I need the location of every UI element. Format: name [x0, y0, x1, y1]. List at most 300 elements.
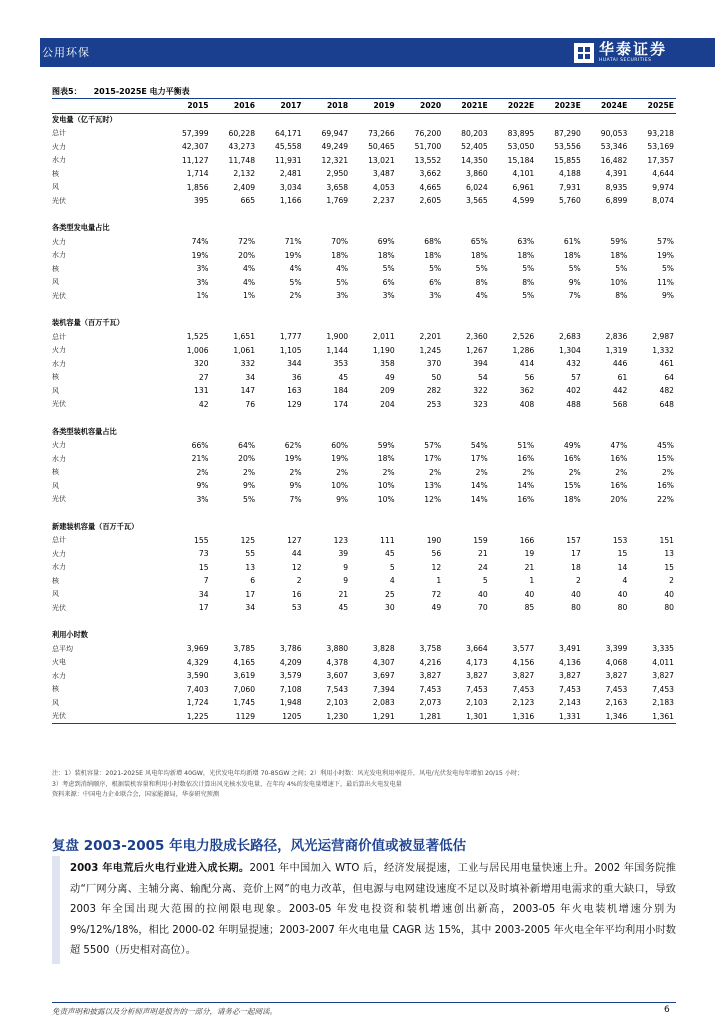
row-label: 火力 — [52, 549, 66, 558]
table-cell: 17,357 — [647, 155, 674, 165]
table-cell: 4% — [289, 264, 302, 274]
table-cell: 1,724 — [186, 698, 209, 708]
table-cell: 2 — [296, 576, 302, 586]
table-cell: 4,216 — [419, 657, 442, 667]
table-cell: 61 — [617, 372, 628, 382]
table-cell: 5% — [336, 277, 349, 287]
table-cell: 53,169 — [647, 142, 674, 152]
row-label: 核 — [52, 169, 59, 178]
table-cell: 5% — [429, 264, 442, 274]
table-cell: 64% — [238, 440, 256, 450]
table-cell: 45% — [657, 440, 674, 450]
table-cell: 76,200 — [414, 128, 442, 138]
table-cell: 370 — [426, 359, 442, 369]
table-cell: 54% — [470, 440, 488, 450]
table-cell: 1,304 — [559, 345, 581, 355]
table-cell: 9% — [289, 481, 302, 491]
table-cell: 159 — [473, 535, 488, 545]
table-cell: 1,332 — [652, 345, 674, 355]
table-cell: 3,969 — [186, 644, 209, 654]
table-cell: 4,068 — [605, 657, 628, 667]
table-cell: 123 — [333, 535, 349, 545]
row-label: 核 — [52, 685, 59, 694]
table-cell: 1 — [436, 576, 442, 586]
table-cell: 4 — [389, 576, 395, 586]
row-label: 火力 — [52, 237, 66, 246]
table-cell: 9 — [343, 562, 349, 572]
table-cell: 40 — [664, 589, 674, 599]
table-cell: 131 — [194, 386, 209, 396]
table-row — [52, 642, 676, 656]
table-cell: 73,266 — [368, 128, 395, 138]
table-cell: 51,700 — [414, 142, 442, 152]
table-cell: 332 — [240, 359, 256, 369]
table-row — [52, 249, 676, 263]
table-row — [52, 398, 676, 412]
table-cell: 59% — [377, 440, 395, 450]
table-cell: 2,360 — [465, 332, 488, 342]
table-row — [52, 140, 676, 154]
table-cell: 24 — [478, 562, 488, 572]
table-cell: 2,526 — [512, 332, 535, 342]
row-label: 光伏 — [52, 495, 66, 504]
table-cell: 64 — [664, 372, 674, 382]
table-cell: 1,948 — [279, 698, 302, 708]
table-cell: 190 — [426, 535, 442, 545]
table-cell: 153 — [612, 535, 628, 545]
table-cell: 7,453 — [419, 684, 442, 694]
table-row — [52, 561, 676, 575]
table-cell: 16% — [610, 454, 628, 464]
table-caption — [52, 84, 676, 99]
table-cell: 3,827 — [419, 671, 442, 681]
table-cell: 3,619 — [233, 671, 256, 681]
table-cell: 57% — [424, 440, 442, 450]
table-cell: 129 — [287, 399, 302, 409]
section-title-row — [52, 425, 676, 439]
table-cell: 3,827 — [605, 671, 628, 681]
table-cell: 5% — [382, 264, 395, 274]
table-cell: 14% — [517, 481, 535, 491]
table-cell: 3,579 — [279, 671, 302, 681]
table-cell: 323 — [473, 399, 488, 409]
year-header: 2017 — [257, 99, 304, 113]
table-cell: 20% — [238, 454, 256, 464]
table-cell: 5% — [243, 494, 256, 504]
table-cell: 1,714 — [186, 169, 209, 179]
table-cell: 56 — [431, 549, 442, 559]
table-row — [52, 276, 676, 290]
table-cell: 57,399 — [181, 128, 209, 138]
table-cell: 11% — [657, 277, 674, 287]
table-cell: 1% — [196, 291, 209, 301]
table-row — [52, 330, 676, 344]
table-cell: 7,394 — [372, 684, 395, 694]
table-cell: 16,482 — [600, 155, 628, 165]
section-heading: 复盘 2003-2005 年电力股成长路径，风光运营商价值或被显著低估 — [52, 838, 467, 854]
table-cell: 20% — [610, 494, 628, 504]
table-cell: 2,123 — [512, 698, 535, 708]
table-cell: 50 — [431, 372, 442, 382]
table-cell: 3,827 — [465, 671, 488, 681]
table-cell: 6,961 — [512, 182, 535, 192]
table-cell: 4,378 — [326, 657, 349, 667]
table-cell: 2% — [336, 467, 349, 477]
table-cell: 18% — [424, 250, 442, 260]
table-cell: 2,836 — [605, 332, 628, 342]
table-cell: 4 — [622, 576, 628, 586]
table-cell: 2% — [568, 467, 581, 477]
table-cell: 2,605 — [419, 196, 442, 206]
page-number: 6 — [664, 1005, 670, 1015]
table-cell: 2,103 — [465, 698, 488, 708]
table-row — [52, 154, 676, 168]
table-cell: 1,319 — [605, 345, 628, 355]
row-label: 总平均 — [52, 644, 73, 653]
table-cell: 12 — [291, 562, 302, 572]
table-cell: 4,329 — [186, 657, 209, 667]
table-cell: 15,855 — [554, 155, 581, 165]
table-cell: 13,021 — [368, 155, 395, 165]
table-cell: 11,127 — [181, 155, 209, 165]
huatai-logo-icon — [573, 42, 595, 64]
table-cell: 3,577 — [512, 644, 535, 654]
table-cell: 1129 — [211, 710, 258, 724]
row-label: 风 — [52, 278, 59, 287]
year-header: 2016 — [211, 99, 258, 113]
table-cell: 4,136 — [559, 657, 581, 667]
table-cell: 4,053 — [372, 182, 395, 192]
table-cell: 1,301 — [443, 710, 490, 724]
row-label: 光伏 — [52, 196, 66, 205]
table-cell: 648 — [659, 399, 674, 409]
table-body — [52, 113, 676, 723]
row-label: 水力 — [52, 156, 66, 165]
table-cell: 18% — [331, 250, 349, 260]
table-cell: 2,011 — [372, 332, 395, 342]
table-row — [52, 357, 676, 371]
source-line: 资料来源：中国电力企业联合会，国家能源局，华泰研究预测 — [52, 791, 220, 799]
table-cell: 19% — [284, 454, 302, 464]
table-cell: 204 — [380, 399, 395, 409]
table-cell: 45 — [384, 549, 395, 559]
table-cell: 76 — [245, 399, 256, 409]
table-cell: 34 — [198, 589, 209, 599]
table-cell: 12,321 — [321, 155, 349, 165]
table-cell: 6,899 — [605, 196, 628, 206]
table-cell: 61% — [563, 237, 581, 247]
table-cell: 163 — [287, 386, 302, 396]
table-cell: 4,209 — [279, 657, 302, 667]
table-cell: 49% — [563, 440, 581, 450]
table-cell: 14% — [470, 494, 488, 504]
table-cell: 2,683 — [559, 332, 581, 342]
table-cell: 4% — [475, 291, 488, 301]
table-cell: 184 — [333, 386, 349, 396]
year-header: 2025E — [629, 99, 676, 113]
table-cell: 70% — [331, 237, 349, 247]
table-cell: 15,184 — [507, 155, 535, 165]
table-cell: 344 — [287, 359, 302, 369]
table-cell: 461 — [659, 359, 674, 369]
table-cell: 72 — [431, 589, 442, 599]
table-cell: 2,183 — [652, 698, 674, 708]
section-title: 装机容量（百万千瓦） — [52, 318, 124, 328]
table-cell: 19% — [331, 454, 349, 464]
table-cell: 4,101 — [512, 169, 535, 179]
row-label: 水力 — [52, 671, 66, 680]
table-cell: 69% — [377, 237, 395, 247]
table-cell: 2% — [196, 467, 209, 477]
table-cell: 4,599 — [512, 196, 535, 206]
table-cell: 166 — [519, 535, 535, 545]
table-cell: 3,607 — [326, 671, 349, 681]
section-title-row — [52, 317, 676, 331]
year-header: 2022E — [490, 99, 537, 113]
table-cell: 446 — [612, 359, 628, 369]
table-cell: 19 — [524, 549, 535, 559]
table-cell: 2,132 — [233, 169, 256, 179]
table-cell: 7% — [289, 494, 302, 504]
table-cell: 282 — [426, 386, 442, 396]
section-spacer — [52, 506, 676, 520]
table-cell: 13 — [664, 549, 674, 559]
table-cell: 3,565 — [465, 196, 488, 206]
table-cell: 3,697 — [372, 671, 395, 681]
table-cell: 21 — [338, 589, 349, 599]
table-cell: 69,947 — [321, 128, 349, 138]
table-cell: 3,399 — [605, 644, 628, 654]
table-cell: 21 — [478, 549, 488, 559]
table-cell: 56 — [524, 372, 535, 382]
table-cell: 253 — [426, 399, 442, 409]
table-cell: 19% — [657, 250, 674, 260]
table-cell: 45,558 — [275, 142, 302, 152]
table-cell: 50,465 — [368, 142, 395, 152]
table-row — [52, 127, 676, 141]
table-cell: 2,163 — [605, 698, 628, 708]
table-cell: 5% — [289, 277, 302, 287]
table-cell: 6% — [429, 277, 442, 287]
table-row — [52, 656, 676, 670]
table-cell: 19% — [191, 250, 209, 260]
table-cell: 30 — [384, 603, 395, 613]
table-cell: 80 — [664, 603, 674, 613]
table-cell: 4,011 — [652, 657, 674, 667]
table-cell: 90,053 — [600, 128, 628, 138]
table-cell: 7,453 — [559, 684, 581, 694]
year-header: 2020 — [397, 99, 444, 113]
table-row — [52, 466, 676, 480]
table-row — [52, 452, 676, 466]
table-cell: 2,481 — [279, 169, 302, 179]
row-label: 水力 — [52, 454, 66, 463]
table-row — [52, 588, 676, 602]
table-cell: 85 — [524, 603, 535, 613]
table-cell: 57% — [657, 237, 674, 247]
table-cell: 2,987 — [652, 332, 674, 342]
row-label: 总计 — [52, 536, 66, 545]
table-cell: 3,664 — [465, 644, 488, 654]
section-title: 各类型发电量占比 — [52, 223, 110, 233]
row-label: 核 — [52, 468, 59, 477]
table-cell: 3,335 — [652, 644, 674, 654]
table-cell: 151 — [659, 535, 674, 545]
table-cell: 16% — [610, 481, 628, 491]
table-cell: 568 — [612, 399, 628, 409]
table-cell: 414 — [519, 359, 535, 369]
table-cell: 8% — [522, 277, 535, 287]
table-cell: 3,827 — [512, 671, 535, 681]
footer-disclaimer: 免责声明和披露以及分析师声明是报告的一部分，请务必一起阅读。 — [52, 1007, 277, 1016]
body-paragraph — [70, 859, 676, 962]
table-cell: 5% — [568, 264, 581, 274]
row-label: 核 — [52, 373, 59, 382]
table-cell: 15% — [563, 481, 581, 491]
table-cell: 7,453 — [605, 684, 628, 694]
table-cell: 7,403 — [186, 684, 209, 694]
table-cell: 1,745 — [233, 698, 256, 708]
table-cell: 1,316 — [490, 710, 537, 724]
table-cell: 1,006 — [186, 345, 209, 355]
table-row — [52, 574, 676, 588]
table-cell: 1,346 — [583, 710, 630, 724]
table-cell: 80 — [571, 603, 581, 613]
table-cell: 5% — [615, 264, 628, 274]
table-row — [52, 167, 676, 181]
table-cell: 18% — [563, 494, 581, 504]
table-cell: 3,860 — [465, 169, 488, 179]
table-cell: 16 — [291, 589, 302, 599]
table-cell: 2,103 — [326, 698, 349, 708]
table-cell: 3,487 — [372, 169, 395, 179]
table-cell: 40 — [478, 589, 488, 599]
table-cell: 52,405 — [461, 142, 488, 152]
table-cell: 70 — [478, 603, 488, 613]
table-cell: 20% — [238, 250, 256, 260]
table-cell: 1,144 — [326, 345, 349, 355]
table-cell: 358 — [380, 359, 395, 369]
table-cell: 8,074 — [652, 196, 674, 206]
section-spacer — [52, 615, 676, 629]
table-cell: 57 — [571, 372, 581, 382]
table-cell: 15 — [617, 549, 628, 559]
section-title-row — [52, 222, 676, 236]
table-cell: 488 — [566, 399, 581, 409]
table-cell: 7 — [203, 576, 209, 586]
table-cell: 68% — [424, 237, 442, 247]
table-cell: 147 — [240, 386, 256, 396]
table-cell: 1,777 — [279, 332, 302, 342]
table-cell: 6% — [382, 277, 395, 287]
table-cell: 17 — [571, 549, 581, 559]
row-label: 光伏 — [52, 603, 66, 612]
table-cell: 49 — [384, 372, 395, 382]
table-row — [52, 194, 676, 208]
power-balance-table-block — [52, 84, 676, 724]
table-cell: 3,828 — [372, 644, 395, 654]
table-cell: 14 — [617, 562, 628, 572]
table-cell: 14,350 — [461, 155, 488, 165]
table-cell: 18% — [377, 454, 395, 464]
table-cell: 66% — [191, 440, 209, 450]
table-cell: 2% — [429, 467, 442, 477]
table-cell: 7,108 — [279, 684, 302, 694]
table-cell: 18% — [610, 250, 628, 260]
table-cell: 2% — [289, 291, 302, 301]
table-cell: 40 — [617, 589, 628, 599]
table-cell: 10% — [377, 494, 395, 504]
row-label: 风 — [52, 590, 59, 599]
table-row — [52, 262, 676, 276]
table-cell: 3,491 — [559, 644, 581, 654]
table-cell: 5% — [522, 264, 535, 274]
table-cell: 42,307 — [181, 142, 209, 152]
footer-divider — [52, 1002, 676, 1003]
table-cell: 3,880 — [326, 644, 349, 654]
section-title: 各类型装机容量占比 — [52, 426, 117, 436]
table-cell: 3% — [196, 494, 209, 504]
table-cell: 19% — [284, 250, 302, 260]
table-cell: 72% — [238, 237, 256, 247]
table-cell: 3% — [429, 291, 442, 301]
table-cell: 7,453 — [465, 684, 488, 694]
table-cell: 15 — [664, 562, 674, 572]
note-line-2: 3）考虑到消纳顺序，根据装机容量和利用小时数依次计算出风光核水发电量，在年均 4%的发电量增速下，最后算出火电发电量 — [52, 780, 402, 788]
table-cell: 1205 — [257, 710, 304, 724]
table-cell: 47% — [610, 440, 628, 450]
table-cell: 353 — [333, 359, 349, 369]
table-caption-title: 2015-2025E 电力平衡表 — [93, 86, 190, 96]
table-header-row — [52, 99, 676, 113]
table-cell: 2,201 — [419, 332, 442, 342]
table-notes — [52, 769, 692, 801]
table-cell: 17% — [424, 454, 442, 464]
table-cell: 4,188 — [559, 169, 581, 179]
table-cell: 5% — [475, 264, 488, 274]
row-label: 火力 — [52, 441, 66, 450]
table-cell: 59% — [610, 237, 628, 247]
table-cell: 74% — [191, 237, 209, 247]
table-cell: 45 — [338, 603, 349, 613]
table-row — [52, 669, 676, 683]
table-cell: 2,237 — [372, 196, 395, 206]
table-cell: 7,060 — [233, 684, 256, 694]
table-row — [52, 235, 676, 249]
table-cell: 2% — [243, 467, 256, 477]
section-title-row — [52, 629, 676, 643]
table-cell: 60,228 — [228, 128, 256, 138]
table-cell: 7,453 — [652, 684, 674, 694]
table-cell: 442 — [612, 386, 628, 396]
table-cell: 3% — [382, 291, 395, 301]
table-cell: 22% — [657, 494, 674, 504]
table-cell: 482 — [659, 386, 674, 396]
table-cell: 10% — [610, 277, 628, 287]
table-cell: 1,856 — [186, 182, 209, 192]
table-cell: 1,105 — [279, 345, 302, 355]
table-row — [52, 683, 676, 697]
row-label: 总计 — [52, 332, 66, 341]
table-cell: 34 — [245, 372, 256, 382]
table-cell: 2% — [382, 467, 395, 477]
year-header: 2019 — [350, 99, 397, 113]
table-row — [52, 371, 676, 385]
paragraph-body: 2001 年中国加入 WTO 后，经济发展提速，工业与居民用电量快速上升。2002 年国务院推动“厂网分离、主辅分离、输配分离、竞价上网”的电力改革，但电源与电网建设速度不足以及时填补新增用电需求的重大缺口，导致 2003 年全国出现大范围的拉闸限电现象。2003-05 年发电投资和装机增速创出新高，2003-05 年火电装机增速分别为 9%/12%/18%，相比 2000-02 年明显提速；2003-2007 年火电电量 CAGR 达 15%，其中 2003-2005 年火电全年平均利用小时数超 5500（历史相对高位）。 — [70, 863, 676, 956]
huatai-logo — [573, 40, 713, 66]
table-cell: 27 — [198, 372, 209, 382]
table-cell: 8% — [615, 291, 628, 301]
